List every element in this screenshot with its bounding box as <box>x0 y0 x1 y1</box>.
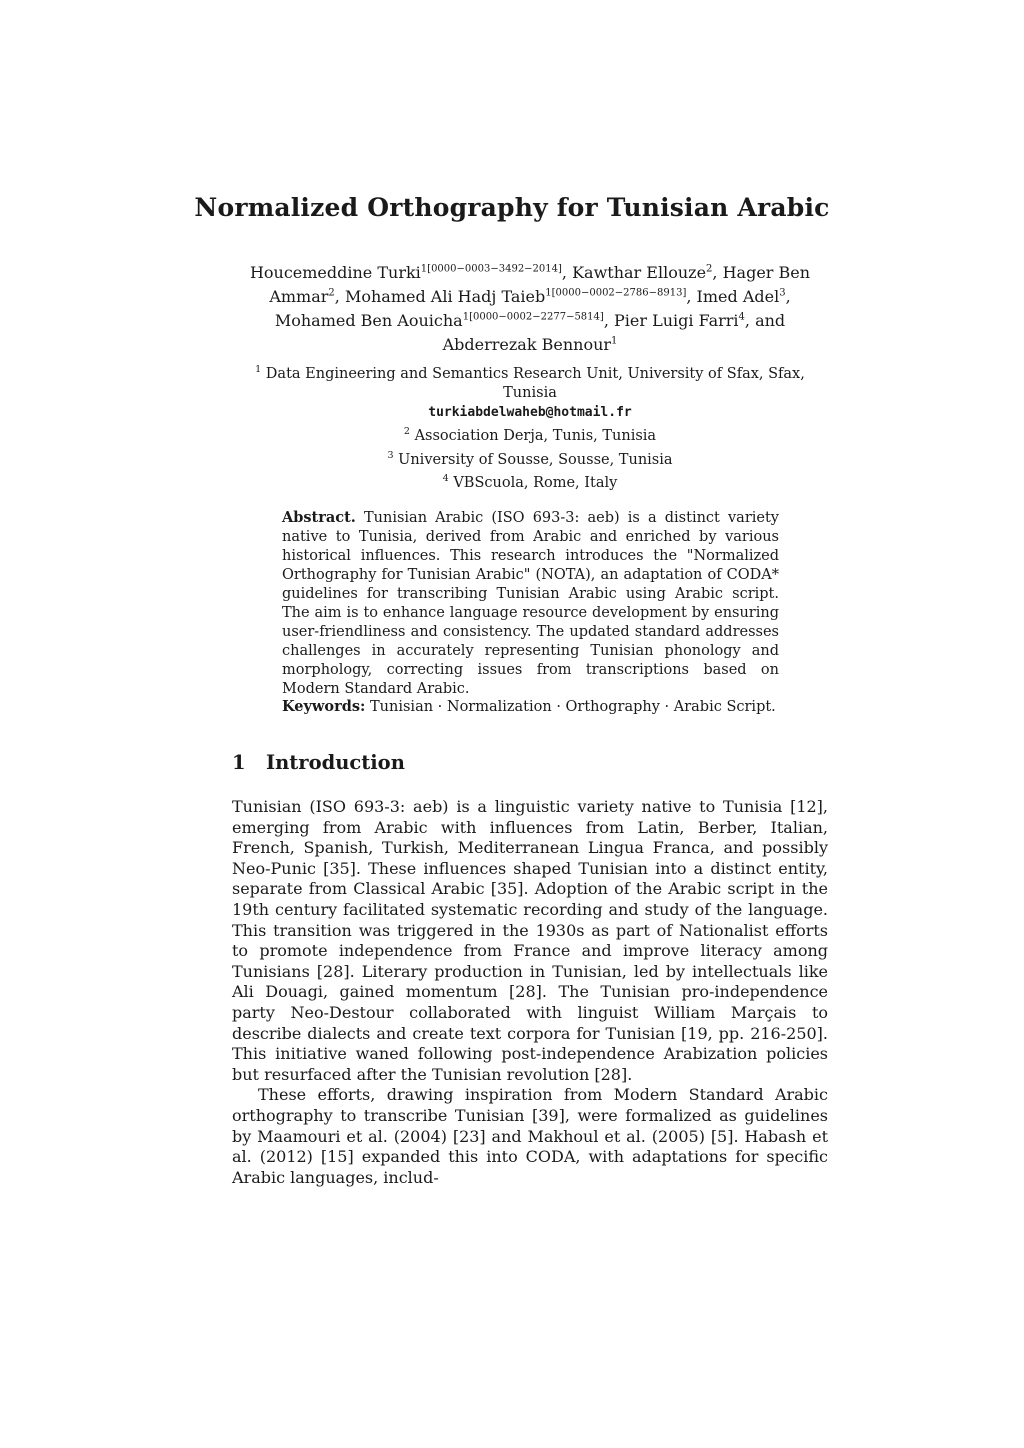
paper-title: Normalized Orthography for Tunisian Arabic <box>194 193 830 222</box>
author: Kawthar Ellouze$^2$, <box>572 263 723 283</box>
section-body <box>232 797 828 1188</box>
abstract <box>282 508 779 699</box>
section-number: 1 <box>232 751 246 774</box>
affiliation: $^3$ University of Sousse, Sousse, Tunisia <box>387 449 673 468</box>
section-title: Introduction <box>266 751 405 774</box>
body-paragraph: These efforts, drawing inspiration from Modern Standard Arabic orthography to transcribe Tunisian [39], were formalized as guidelines by Maamouri et al. (2004) [23] and Makhoul et al. (2005) [5]. Habash et al. (2012) [15] expanded this into CODA, with adaptations for specific Arabic languages, includ- <box>232 1085 828 1187</box>
author: Mohamed Ben Aouicha$^{1[0000-0002-2277-5814]}$, <box>274 310 614 330</box>
affiliation: $^4$ VBScuola, Rome, Italy <box>442 473 618 492</box>
author-list <box>240 260 820 355</box>
keywords-text: Tunisian · Normalization · Orthography · Arabic Script. <box>370 699 776 715</box>
abstract-text: Tunisian Arabic (ISO 693-3: aeb) is a distinct variety native to Tunisia, derived from Arabic and enriched by various historical influences. This research introduces the "Normalized Orthography for Tunisian Arabic" (NOTA), an adaptation of CODA* guidelines for transcribing Tunisian Arabic using Arabic script. The aim is to enhance language resource development by ensuring user-friendliness and consistency. The updated standard addresses challenges in accurately representing Tunisian phonology and morphology, correcting issues from transcriptions based on Modern Standard Arabic. <box>282 510 780 697</box>
keywords <box>282 697 779 717</box>
author: Abderrezak Bennour$^1$ <box>442 334 618 354</box>
keywords-label: Keywords: <box>282 698 366 715</box>
affiliation: $^2$ Association Derja, Tunis, Tunisia <box>403 425 657 444</box>
author: Mohamed Ali Hadj Taieb$^{1[0000-0002-2786-8913]}$, <box>344 287 697 307</box>
body-paragraph: Tunisian (ISO 693-3: aeb) is a linguistic variety native to Tunisia [12], emerging from Arabic with influences from Latin, Berber, Italian, French, Spanish, Turkish, Mediterranean Lingua Franca, and possibly Neo-Punic [35]. These influences shaped Tunisian into a distinct entity, separate from Classical Arabic [35]. Adoption of the Arabic script in the 19th century facilitated systematic recording and study of the language. This transition was triggered in the 1930s as part of Nationalist efforts to promote independence from France and improve literacy among Tunisians [28]. Literary production in Tunisian, led by intellectuals like Ali Douagi, gained momentum [28]. The Tunisian pro-independence party Neo-Destour collaborated with linguist William Marçais to describe dialects and create text corpora for Tunisian [19, pp. 216-250]. This initiative waned following post-independence Arabization policies but resurfaced after the Tunisian revolution [28]. <box>232 797 828 1084</box>
section-heading <box>232 751 405 774</box>
author: Houcemeddine Turki$^{1[0000-0003-3492-2014]}$, <box>249 263 573 283</box>
author: Imed Adel$^3$, <box>696 287 791 307</box>
author: Hager Ben Ammar$^2$, <box>269 263 811 307</box>
affiliation-list <box>230 360 830 493</box>
author-email[interactable]: turkiabdelwaheb@hotmail.fr <box>428 404 632 420</box>
author: Pier Luigi Farri$^4$, and <box>613 310 786 330</box>
abstract-label: Abstract. <box>282 509 356 526</box>
affiliation: $^1$ Data Engineering and Semantics Research Unit, University of Sfax, Sfax, Tunisia <box>255 364 805 401</box>
